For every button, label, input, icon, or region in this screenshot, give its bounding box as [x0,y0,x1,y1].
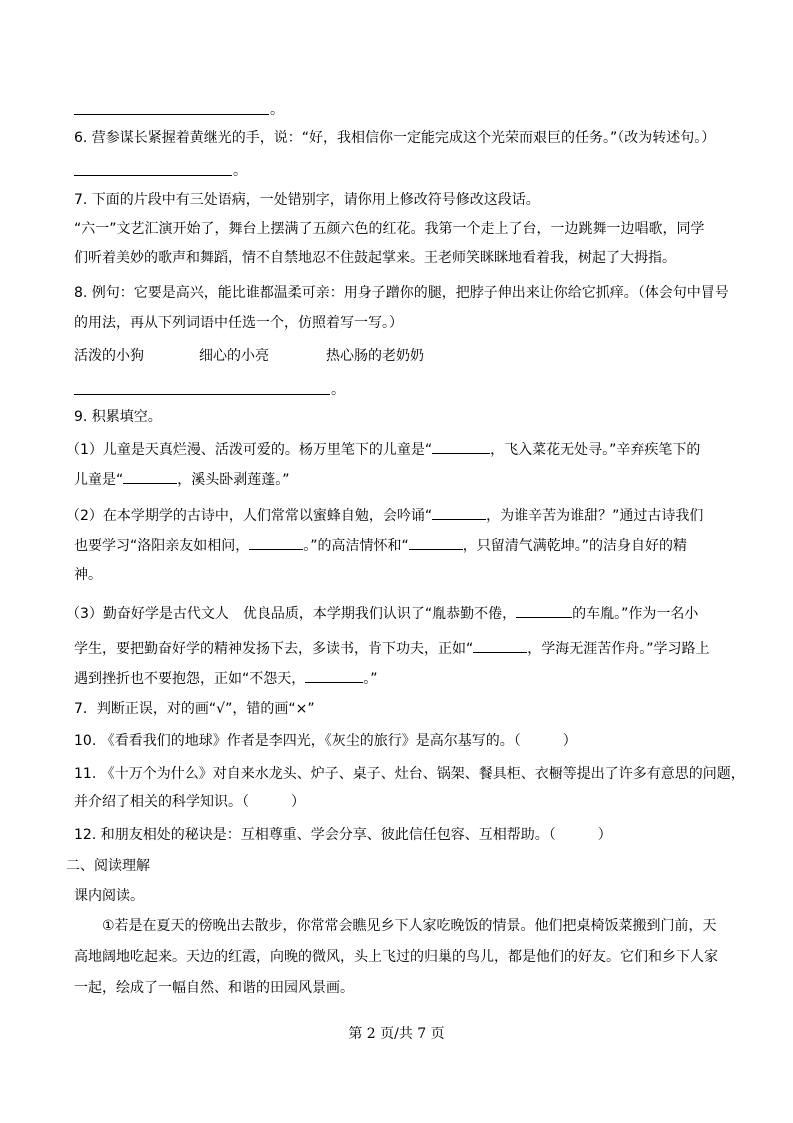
passage-line-2: 高地阔地吃起来。天边的红霞，向晚的微风，头上飞过的归巢的鸟儿，都是他们的好友。它们和乡下人家 [74,949,718,965]
fill-blank[interactable] [432,439,490,454]
question-9-part-3-line-3 [74,668,724,689]
question-9-part-1-line-2 [74,469,724,490]
fill-blank[interactable] [432,505,486,520]
text: 学生，要把勤奋好学的精神发扬下去，多读书，肯下功夫，正如“ [74,641,474,657]
fill-blank[interactable] [516,603,572,618]
answer-line[interactable] [74,174,232,176]
text: ，学海无涯苦作舟。”学习路上 [527,641,710,657]
question-9-part-2-line-1 [66,505,716,526]
page-number-footer: 第 2 页/共 7 页 [348,1026,445,1042]
text: 遇到挫折也不要抱怨，正如“不怨天， [74,671,306,687]
question-8-line-1: 8. 例句：它要是高兴，能比谁都温柔可亲：用身子蹭你的腿，把脖子伸出来让你给它抓痒。（体会句中冒号 [74,285,729,301]
answer-line[interactable] [74,393,330,395]
question-9-part-3-line-2 [74,638,724,659]
question-9-part-1-line-1 [66,439,716,460]
period: 。 [270,102,284,118]
option-word: 细心的小亮 [199,348,269,364]
fill-blank[interactable] [473,638,527,653]
reading-intro: 课内阅读。 [74,888,144,904]
fill-blank[interactable] [123,469,177,484]
fill-blank[interactable] [249,535,303,550]
text: ，飞入菜花无处寻。”辛弃疾笔下的 [490,442,701,458]
question-12: 12. 和朋友相处的秘诀是：互相尊重、学会分享、彼此信任包容、互相帮助。（ ） [74,827,612,843]
fill-blank[interactable] [305,668,363,683]
question-9-title: 9. 积累填空。 [74,409,162,425]
text: 儿童是“ [74,472,124,488]
question-9-part-2-line-2 [74,535,724,556]
text: ，只留清气满乾坤。”的洁身自好的精 [462,538,688,554]
text: 的车胤。”作为一名小 [572,606,699,622]
question-10: 10. 《看看我们的地球》作者是李四光，《灰尘的旅行》是高尔基写的。（ ） [74,733,577,749]
passage-line-1: ①若是在夏天的傍晚出去散步，你常常会瞧见乡下人家吃晚饭的情景。他们把桌椅饭菜搬到门前，天 [102,918,717,934]
question-9-part-2-line-3: 神。 [74,567,102,583]
text: ，溪头卧剥莲蓬。” [177,472,290,488]
question-7-paragraph-line-1: “六一”文艺汇演开始了，舞台上摆满了五颜六色的红花。我第一个走上了台，一边跳舞一边唱歌，同学 [74,221,705,237]
question-7-title: 7. 下面的片段中有三处语病，一处错别字，请你用上修改符号修改这段话。 [74,192,540,208]
option-word: 热心肠的老奶奶 [326,348,424,364]
text: 。” [363,671,378,687]
answer-line[interactable] [74,113,269,115]
question-11-line-2: 并介绍了相关的科学知识。（ ） [74,794,305,810]
passage-line-3: 一起，绘成了一幅自然、和谐的田园风景画。 [74,980,354,996]
fill-blank[interactable] [409,535,463,550]
section-judgement-title: 7．判断正误，对的画“√”，错的画“×” [74,701,315,717]
text: 也要学习“洛阳亲友如相问， [74,538,250,554]
question-6: 6. 营参谋长紧握着黄继光的手，说：“好，我相信你一定能完成这个光荣而艰巨的任务。”（改为转述句。） [74,130,716,146]
section-reading-title: 二、阅读理解 [66,858,150,874]
text: 。”的高洁情怀和“ [303,538,409,554]
question-9-part-3-line-1 [66,603,716,624]
option-word: 活泼的小狗 [74,348,144,364]
text: （3）勤奋好学是古代文人 优良品质，本学期我们认识了“胤恭勤不倦， [66,606,517,622]
text: （1）儿童是天真烂漫、活泼可爱的。杨万里笔下的儿童是“ [66,442,433,458]
question-7-paragraph-line-2: 们听着美妙的歌声和舞蹈，情不自禁地忍不住鼓起掌来。王老师笑眯眯地看着我，树起了大拇指。 [74,250,676,266]
text: （2）在本学期学的古诗中，人们常常以蜜蜂自勉，会吟诵“ [66,508,433,524]
period: 。 [331,382,345,398]
question-8-line-2: 的用法，再从下列词语中任选一个，仿照着写一写。） [74,315,403,331]
text: ，为谁辛苦为谁甜？”通过古诗我们 [486,508,704,524]
question-11-line-1: 11. 《十万个为什么》对自来水龙头、炉子、桌子、灶台、锅架、餐具柜、衣橱等提出了许多有意思的问题， [74,766,745,782]
period: 。 [233,163,247,179]
